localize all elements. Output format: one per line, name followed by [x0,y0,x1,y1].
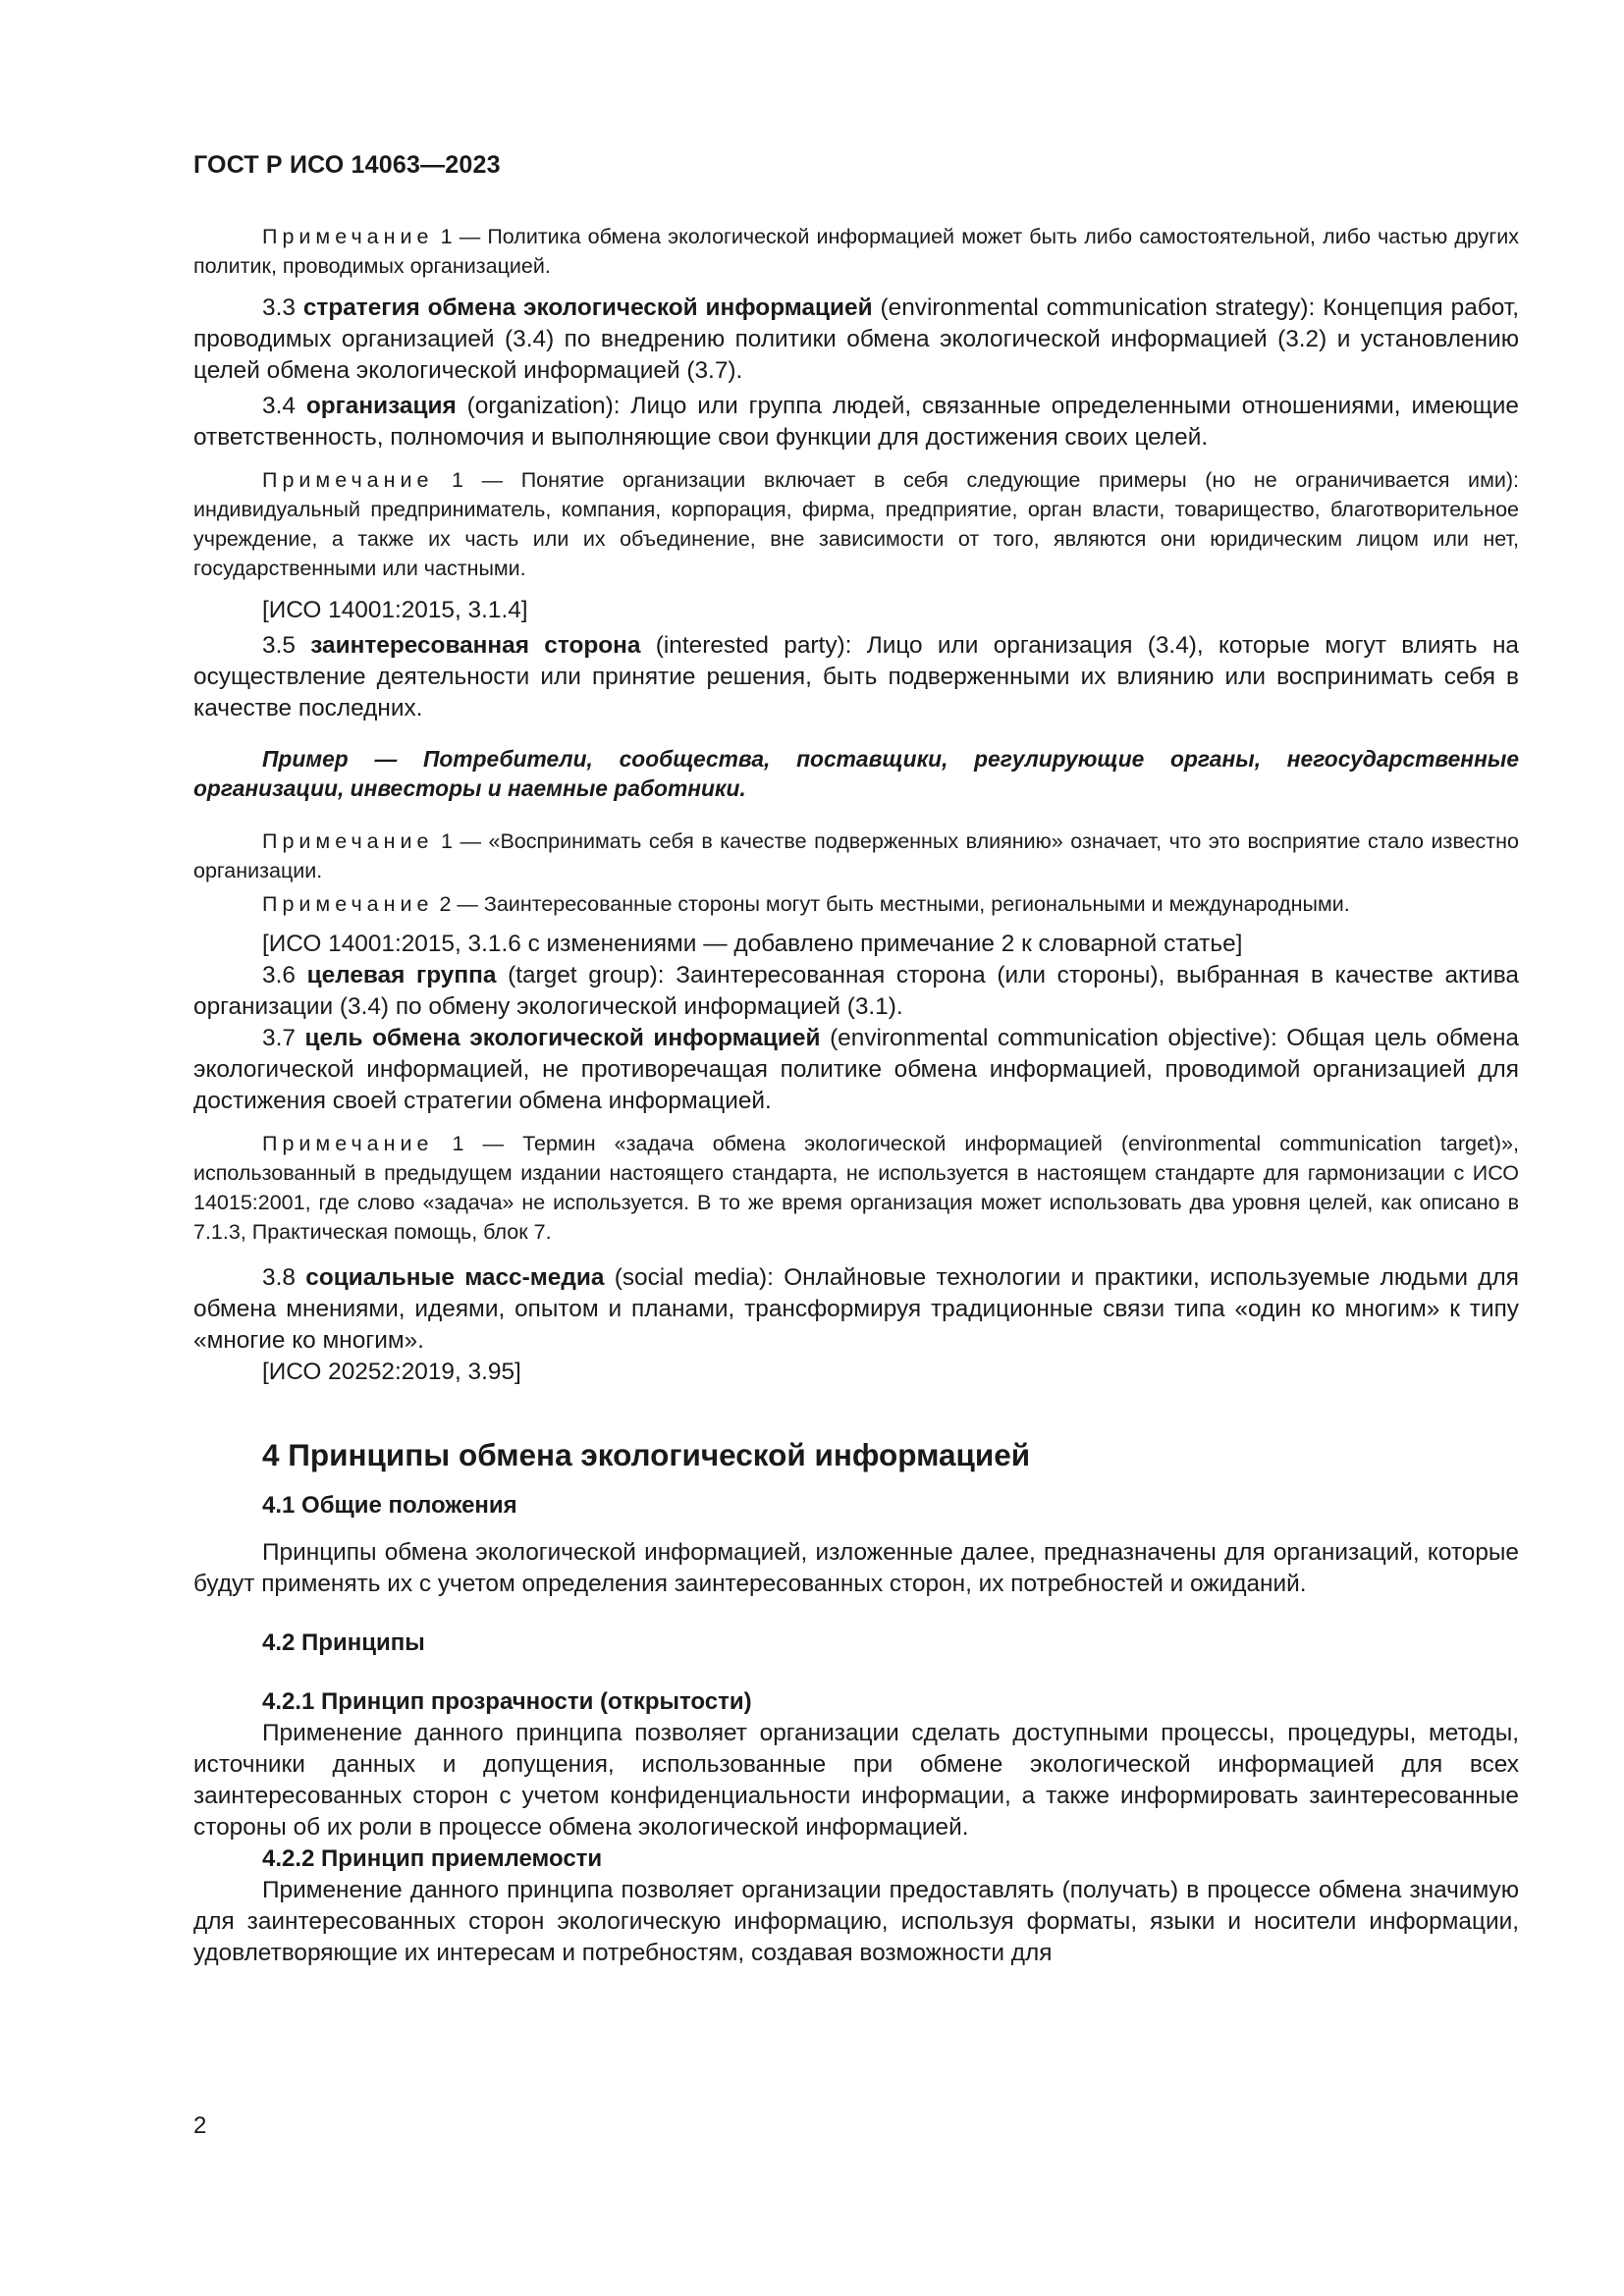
reference-iso-14001-3-1-6: [ИСО 14001:2015, 3.1.6 с изменениями — добавлено примечание 2 к словарной статье] [262,931,1243,957]
term-name: целевая группа [306,962,497,988]
term-3-6: 3.6 целевая группа (target group): Заинтересованная сторона (или стороны), выбранная в качестве актива организации (3.4) по обмену экологической информацией (3.1). [193,962,1519,1020]
section-4-2-2-text: Применение данного принципа позволяет организации предоставлять (получать) в процессе обмена значимую для заинтересованных сторон экологическую информацию, используя форматы, языки и носители информации, удовлетворяющие их интересам и потребностям, создавая возможности для [193,1877,1519,1966]
section-4-2-1-text: Применение данного принципа позволяет организации сделать доступными процессы, процедуры, методы, источники данных и допущения, использованные при обмене экологической информацией для всех заинтересованных сторон с учетом конфиденциальности информации, а также информировать заинтересованные стороны об их роли в процессе обмена экологической информацией. [193,1720,1519,1841]
example-interested-parties: Пример — Потребители, сообщества, поставщики, регулирующие органы, негосударственные организации, инвесторы и наемные работники. [193,746,1519,801]
term-3-4: 3.4 организация (organization): Лицо или группа людей, связанные определенными отношениями, имеющие ответственность, полномочия и выполняющие свои функции для достижения своих целей. [193,393,1519,451]
reference-iso-20252: [ИСО 20252:2019, 3.95] [262,1359,521,1385]
reference-iso-14001-3-1-4: [ИСО 14001:2015, 3.1.4] [262,597,528,623]
note-organization: Примечание 1 — Понятие организации включает в себя следующие примеры (но не ограничивается ими): индивидуальный предприниматель, компания, корпорация, фирма, предприятие, орган власти, товарищество, благотворительное учреждение, а также их часть или их объединение, вне зависимости от того, являются они юридическим лицом или нет, государственными или частными. [193,468,1519,580]
note-label: Примечание [262,1132,434,1155]
term-name: стратегия обмена экологической информацией [302,294,873,321]
note-label: Примечание [262,225,434,248]
term-name: цель обмена экологической информацией [304,1025,821,1051]
note-label: Примечание [262,468,434,492]
section-4-1-text: Принципы обмена экологической информацией, изложенные далее, предназначены для организаций, которые будут применять их с учетом определения заинтересованных сторон, их потребностей и ожиданий. [193,1539,1519,1597]
standard-designation: ГОСТ Р ИСО 14063—2023 [193,151,501,179]
note-perception: Примечание 1 — «Воспринимать себя в качестве подверженных влиянию» означает, что это восприятие стало известно организации. [193,829,1519,882]
term-name: заинтересованная сторона [310,632,641,659]
note-policy: Примечание 1 — Политика обмена экологической информацией может быть либо самостоятельной, либо частью других политик, проводимых организацией. [193,225,1519,278]
page-number: 2 [193,2112,207,2139]
section-4-2-2-heading: 4.2.2 Принцип приемлемости [262,1845,603,1872]
term-name: организация [305,393,457,419]
term-3-3: 3.3 стратегия обмена экологической информацией (environmental communication strategy): Концепция работ, проводимых организацией (3.4) по внедрению политики обмена экологической информацией (3.2) и установлению целей обмена экологической информацией (3.7). [193,294,1519,384]
page-content [193,222,1519,1969]
section-4-2-1-heading: 4.2.1 Принцип прозрачности (открытости) [262,1688,752,1715]
note-label: Примечание [262,829,434,853]
note-local-parties: Примечание 2 — Заинтересованные стороны могут быть местными, региональными и международными. [262,892,1350,916]
section-4-heading: 4 Принципы обмена экологической информацией [262,1437,1031,1472]
section-4-1-heading: 4.1 Общие положения [262,1492,517,1519]
term-3-8: 3.8 социальные масс-медиа (social media): Онлайновые технологии и практики, используемые людьми для обмена мнениями, идеями, опытом и планами, трансформируя традиционные связи типа «один ко многим» к типу «многие ко многим». [193,1264,1519,1354]
section-4-2-heading: 4.2 Принципы [262,1629,425,1656]
note-label: Примечание [262,892,434,916]
term-3-5: 3.5 заинтересованная сторона (interested party): Лицо или организация (3.4), которые могут влиять на осуществление деятельности или принятие решения, быть подверженными их влиянию или воспринимать себя в качестве последних. [193,632,1519,721]
term-3-7: 3.7 цель обмена экологической информацией (environmental communication objective): Общая цель обмена экологической информацией, не противоречащая политике обмена информацией, проводимой организацией для достижения своей стратегии обмена информацией. [193,1025,1519,1114]
term-name: социальные масс-медиа [305,1264,605,1291]
note-objective-term: Примечание 1 — Термин «задача обмена экологической информацией (environmental communication target)», использованный в предыдущем издании настоящего стандарта, не используется в настоящем стандарте для гармонизации с ИСО 14015:2001, где слово «задача» не используется. В то же время организация может использовать два уровня целей, как описано в 7.1.3, Практическая помощь, блок 7. [193,1132,1519,1244]
